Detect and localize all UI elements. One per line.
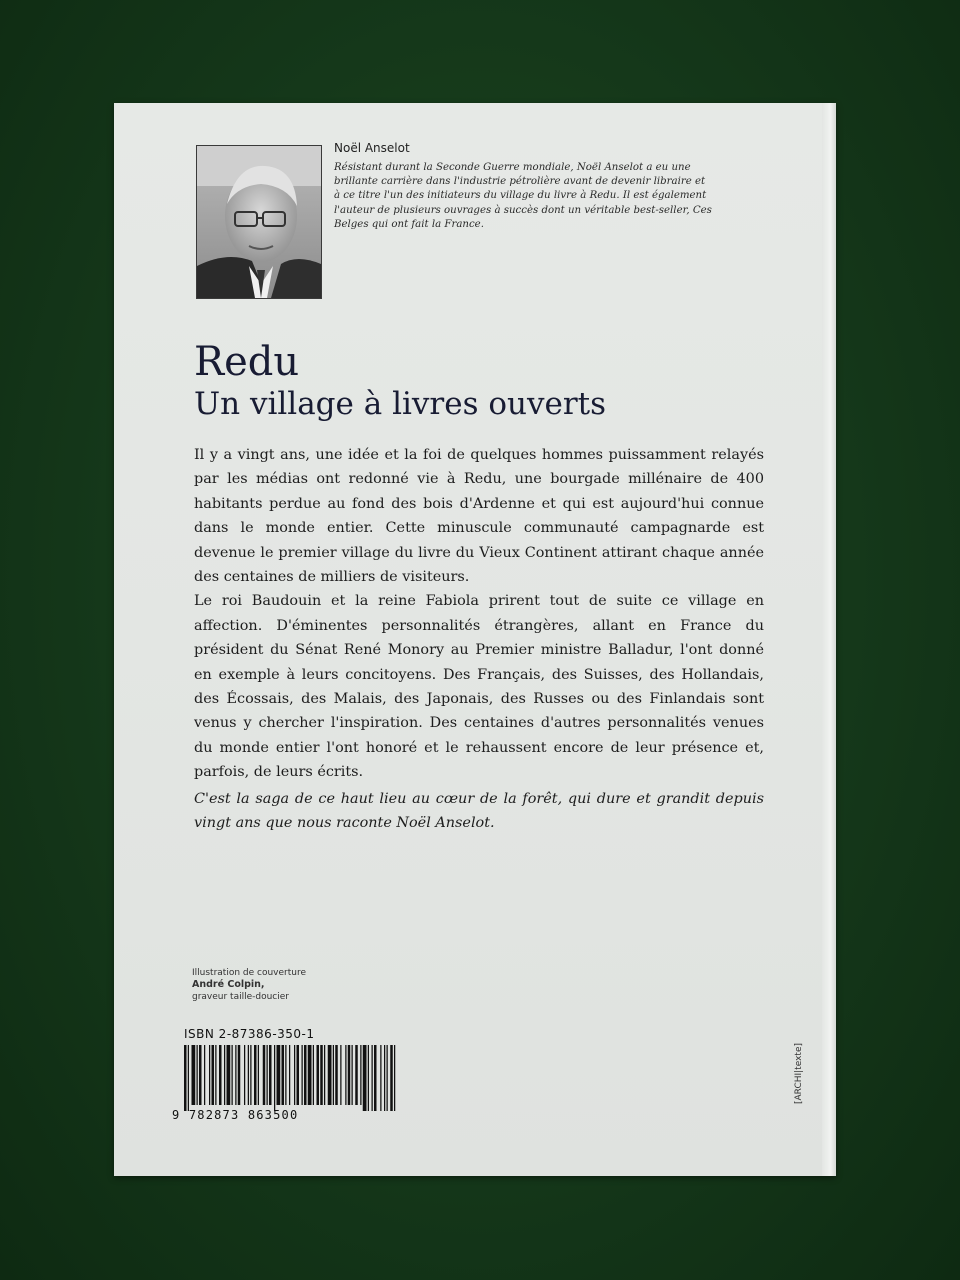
barcode-bar <box>355 1045 358 1105</box>
barcode-bar <box>294 1045 295 1105</box>
barcode-bar <box>224 1045 225 1105</box>
barcode-bar <box>345 1045 346 1105</box>
barcode-bar <box>209 1045 210 1105</box>
barcode-bar <box>320 1045 323 1105</box>
barcode-bar <box>340 1045 341 1105</box>
barcode-bar <box>282 1045 285 1105</box>
blurb <box>194 443 764 836</box>
barcode-bar <box>254 1045 257 1105</box>
barcode-bar <box>317 1045 320 1105</box>
barcode-bar <box>313 1045 314 1105</box>
barcode-bar <box>380 1045 381 1111</box>
book-subtitle: Un village à livres ouverts <box>194 386 607 422</box>
barcode-bar <box>297 1045 300 1105</box>
credits-artist: André Colpin, <box>192 979 265 990</box>
isbn-label: ISBN 2-87386-350-1 <box>184 1027 315 1041</box>
credits-label: Illustration de couverture <box>192 968 306 978</box>
barcode-bar <box>244 1045 245 1105</box>
barcode-bar <box>197 1045 198 1105</box>
barcode-bar <box>363 1045 367 1111</box>
barcode-bar <box>227 1045 231 1105</box>
barcode-bar <box>374 1045 377 1111</box>
barcode-bar <box>360 1045 361 1105</box>
barcode-bar <box>219 1045 222 1105</box>
barcode-bar <box>215 1045 216 1105</box>
blurb-paragraph-1: Il y a vingt ans, une idée et la foi de quelques hommes puissamment relayés par les médias ont redonné vie à Redu, une bourgade millénaire de 400 habitants perdue au fond des bois d'Ardenne et qui est aujourd'hui connue dans le monde entier. Cette minuscule communauté campagnarde est devenue le premier village du livre du Vieux Continent attirant chaque année des centaines de milliers de visiteurs. <box>194 447 764 586</box>
barcode-bar <box>333 1045 334 1105</box>
barcode-bar <box>352 1045 353 1105</box>
barcode-bar <box>192 1045 196 1105</box>
barcode-bar <box>302 1045 303 1105</box>
barcode-bar <box>184 1045 187 1111</box>
book-back-cover <box>114 103 836 1176</box>
blurb-paragraph-2: Le roi Baudouin et la reine Fabiola prirent tout de suite ce village en affection. D'éminentes personnalités étrangères, allant en France du président du Sénat René Monory au Premier ministre Balladur, l'ont donné en exemple à leurs concitoyens. Des Français, des Suisses, des Hollandais, des Écossais, des Malais, des Japonais, des Russes ou des Finlandais sont venus y chercher l'inspiration. Des centaines d'autres personnalités venues du monde entier l'ont honoré et le rehaussent encore de leur présence et, parfois, de leurs écrits. <box>194 593 764 781</box>
barcode-bar <box>394 1045 395 1111</box>
barcode-bar <box>328 1045 332 1105</box>
barcode-bar <box>204 1045 205 1105</box>
cover-credits <box>192 967 306 1003</box>
barcode-image <box>182 1045 398 1115</box>
barcode-bar <box>250 1045 251 1105</box>
barcode-bar <box>368 1045 369 1111</box>
barcode-bar <box>235 1045 236 1105</box>
author-photo <box>196 145 322 299</box>
barcode-bar <box>258 1045 259 1105</box>
barcode-bar <box>324 1045 325 1105</box>
publisher-logo: [ARCHI|texte] <box>794 1043 804 1105</box>
barcode-bar <box>384 1045 385 1111</box>
cover-edge <box>822 103 836 1176</box>
barcode-bar <box>348 1045 351 1105</box>
barcode-bar <box>387 1045 388 1111</box>
author-name: Noël Anselot <box>334 141 410 155</box>
author-bio: Résistant durant la Seconde Guerre mondiale, Noël Anselot a eu une brillante carrière dans l'industrie pétrolière avant de devenir libraire et à ce titre l'un des initiateurs du village du livre à Redu. Il est également l'auteur de plusieurs ouvrages à succès dont un véritable best-seller, Ces Belges qui ont fait la France. <box>334 162 712 230</box>
blurb-closing: C'est la saga de ce haut lieu au cœur de la forêt, qui dure et grandit depuis vingt ans que nous raconte Noël Anselot. <box>194 790 764 832</box>
barcode-bar <box>274 1045 275 1111</box>
barcode-bar <box>269 1045 272 1105</box>
book-title: Redu <box>194 339 300 385</box>
credits-role: graveur taille-doucier <box>192 992 289 1002</box>
barcode-bar <box>188 1045 189 1111</box>
barcode-bar <box>285 1045 286 1105</box>
barcode-bar <box>289 1045 290 1105</box>
barcode-number: 9 782873 863500 <box>172 1108 299 1122</box>
barcode-bar <box>335 1045 338 1105</box>
barcode-bar <box>304 1045 307 1105</box>
barcode-bar <box>212 1045 215 1105</box>
barcode-bar <box>263 1045 266 1105</box>
barcode-bar <box>248 1045 249 1105</box>
barcode-bar <box>232 1045 233 1105</box>
barcode-bar <box>199 1045 202 1105</box>
barcode-bar <box>277 1045 281 1105</box>
barcode-bar <box>238 1045 241 1105</box>
barcode-bar <box>267 1045 268 1105</box>
barcode-bar <box>390 1045 393 1111</box>
author-portrait-image <box>197 146 321 298</box>
barcode-bar <box>372 1045 373 1111</box>
barcode-bar <box>308 1045 312 1105</box>
